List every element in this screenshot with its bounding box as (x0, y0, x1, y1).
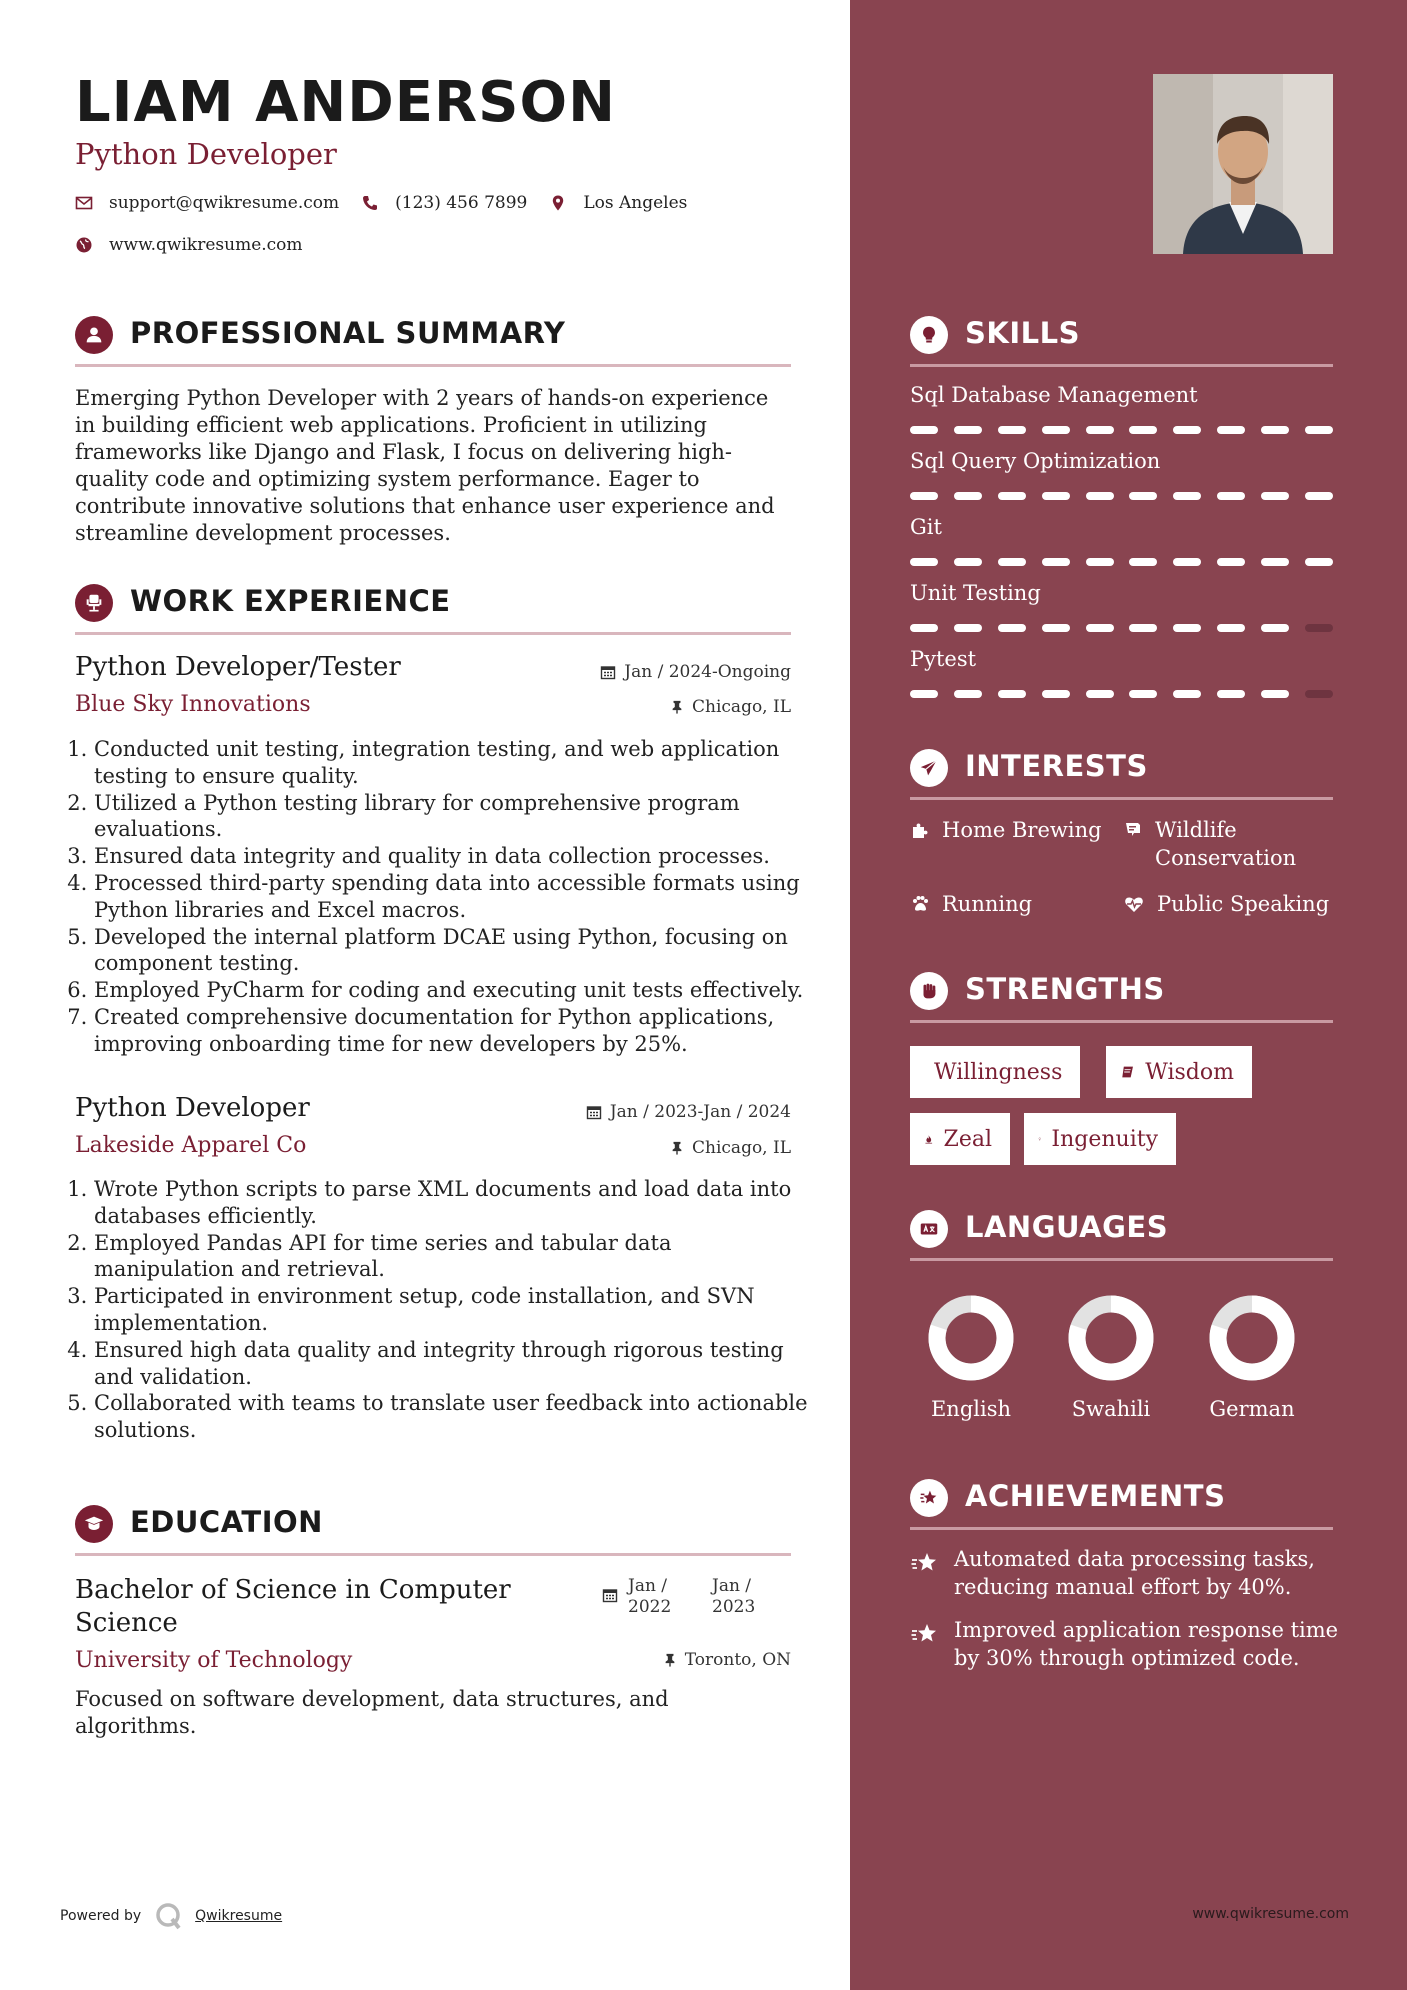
skill-segment (1042, 624, 1070, 632)
qwikresume-logo-icon (155, 1902, 183, 1930)
job-bullets (70, 1176, 814, 1444)
skill-name: Pytest (910, 647, 977, 671)
summary-title: PROFESSIONAL SUMMARY (130, 316, 566, 350)
powered-by: Powered by Qwikresume (60, 1902, 282, 1930)
interests-heading (910, 743, 1333, 800)
language-name: English (930, 1397, 1012, 1421)
job-bullets (70, 736, 814, 1058)
summary-heading (75, 310, 791, 367)
skill-segment (954, 558, 982, 566)
skill-segment (1086, 624, 1114, 632)
star-badge-icon (910, 1479, 948, 1517)
skill-segment (1129, 558, 1157, 566)
fist-icon (910, 972, 948, 1010)
job-location: Chicago, IL (670, 697, 791, 717)
bullet-item: 2. Employed Pandas API for time series and tabular data manipulation and retrieval. (94, 1230, 814, 1284)
map-pin-icon (549, 194, 567, 212)
skill-segment (1086, 558, 1114, 566)
star-icon (910, 1622, 940, 1646)
bullet-item: 4. Processed third-party spending data into accessible formats using Python libraries and Excel macros. (94, 870, 814, 924)
candidate-name: LIAM ANDERSON (75, 70, 616, 135)
footer-url[interactable]: www.qwikresume.com (1192, 1906, 1349, 1922)
skill-name: Sql Database Management (910, 383, 1198, 407)
job-title: Python Developer/Tester (75, 652, 401, 682)
skill-segment (1217, 492, 1245, 500)
skill-segment (1305, 558, 1333, 566)
skill-segment (910, 492, 938, 500)
skill-segment (1261, 426, 1289, 434)
skill-level-bar (910, 624, 1333, 632)
skill-segment (1305, 426, 1333, 434)
job-location: Chicago, IL (670, 1138, 791, 1158)
achievements-title: ACHIEVEMENTS (965, 1479, 1226, 1513)
school-name: University of Technology (75, 1648, 353, 1673)
achievement-item: Improved application response time by 30% through optimized code. (910, 1616, 1340, 1672)
skill-segment (1173, 426, 1201, 434)
bullet-item: 5. Collaborated with teams to translate user feedback into actionable solutions. (94, 1390, 814, 1444)
achievements-heading (910, 1473, 1333, 1530)
skill-segment (1042, 426, 1070, 434)
degree-title: Bachelor of Science in Computer Science (75, 1575, 511, 1638)
skill-segment (1261, 558, 1289, 566)
phone-icon (361, 194, 379, 212)
skill-segment (1173, 624, 1201, 632)
skills-heading (910, 310, 1333, 367)
strength-badge: Ingenuity (1024, 1113, 1176, 1165)
language-level-donut (1068, 1295, 1154, 1381)
user-icon (75, 316, 113, 354)
lightbulb-icon (1038, 1129, 1041, 1149)
education-heading (75, 1499, 791, 1556)
calendar-icon (586, 1104, 602, 1120)
contact-row-1 (75, 193, 709, 213)
website-link[interactable]: www.qwikresume.com (109, 235, 303, 255)
job-dates: Jan / 2023-Jan / 2024 (586, 1102, 791, 1122)
fire-icon (924, 1129, 934, 1149)
skill-segment (998, 426, 1026, 434)
interests-title: INTERESTS (965, 749, 1148, 783)
location-text: Los Angeles (583, 193, 688, 213)
skill-segment (1305, 492, 1333, 500)
heartbeat-icon (1123, 894, 1145, 914)
skill-segment (1042, 558, 1070, 566)
skill-level-bar (910, 492, 1333, 500)
skill-segment (1086, 492, 1114, 500)
office-chair-icon (75, 584, 113, 622)
bullet-item: 7. Created comprehensive documentation for Python applications, improving onboarding time for new developers by 25%. (94, 1004, 814, 1058)
strengths-heading (910, 966, 1333, 1023)
strength-badge: Willingness (910, 1046, 1080, 1098)
strength-badge: Zeal (910, 1113, 1010, 1165)
calendar-icon (602, 1587, 618, 1603)
bullet-item: 2. Utilized a Python testing library for comprehensive program evaluations. (94, 790, 814, 844)
skill-segment (1042, 492, 1070, 500)
skill-segment (1261, 690, 1289, 698)
bullet-item: 1. Conducted unit testing, integration testing, and web application testing to ensure quality. (94, 736, 814, 790)
pushpin-icon (670, 1140, 684, 1156)
skill-segment (1129, 426, 1157, 434)
skills-title: SKILLS (965, 316, 1080, 350)
skill-name: Unit Testing (910, 581, 1041, 605)
edu-description: Focused on software development, data structures, and algorithms. (75, 1687, 669, 1738)
skill-segment (1042, 690, 1070, 698)
edu-location: Toronto, ON (663, 1650, 791, 1670)
skill-segment (1305, 690, 1333, 698)
skill-segment (998, 690, 1026, 698)
skill-segment (1261, 624, 1289, 632)
phone-text[interactable]: (123) 456 7899 (395, 193, 528, 213)
skill-segment (998, 558, 1026, 566)
puzzle-icon (910, 820, 930, 840)
book-reader-icon (1123, 820, 1143, 840)
skill-name: Sql Query Optimization (910, 449, 1161, 473)
contact-row-2 (75, 235, 325, 255)
skill-segment (1086, 690, 1114, 698)
book-icon (1120, 1062, 1135, 1082)
interest-item: Home Brewing (910, 816, 1102, 844)
bullet-item: 3. Ensured data integrity and quality in data collection processes. (94, 843, 814, 870)
skill-segment (910, 624, 938, 632)
paper-plane-icon (910, 749, 948, 787)
skill-segment (1173, 558, 1201, 566)
lightbulb-icon (910, 316, 948, 354)
interest-item: Public Speaking (1123, 890, 1329, 918)
candidate-role: Python Developer (75, 137, 337, 171)
skill-segment (998, 624, 1026, 632)
job-company: Blue Sky Innovations (75, 692, 311, 717)
skill-segment (1217, 690, 1245, 698)
skill-level-bar (910, 558, 1333, 566)
email-text[interactable]: support@qwikresume.com (109, 193, 340, 213)
interest-item: Wildlife Conservation (1123, 816, 1323, 872)
job-dates: Jan / 2024-Ongoing (600, 662, 791, 682)
strength-badge: Wisdom (1106, 1046, 1252, 1098)
skill-segment (954, 426, 982, 434)
skill-segment (954, 624, 982, 632)
language-name: German (1209, 1397, 1295, 1421)
edu-end-date: Jan / 2023 (712, 1576, 756, 1617)
skill-segment (1129, 690, 1157, 698)
skill-segment (910, 426, 938, 434)
education-title: EDUCATION (130, 1505, 323, 1539)
skill-segment (910, 558, 938, 566)
skill-segment (1217, 558, 1245, 566)
languages-title: LANGUAGES (965, 1210, 1169, 1244)
bullet-item: 5. Developed the internal platform DCAE using Python, focusing on component testing. (94, 924, 814, 978)
language-name: Swahili (1071, 1397, 1151, 1421)
globe-icon (75, 236, 93, 254)
skill-segment (1173, 492, 1201, 500)
edu-start-date: Jan / 2022 (628, 1576, 672, 1617)
envelope-icon (75, 194, 93, 212)
job-company: Lakeside Apparel Co (75, 1133, 307, 1158)
skill-segment (1305, 624, 1333, 632)
experience-title: WORK EXPERIENCE (130, 584, 451, 618)
experience-heading (75, 578, 791, 635)
skill-segment (1217, 624, 1245, 632)
translate-icon (910, 1210, 948, 1248)
bullet-item: 4. Ensured high data quality and integrity through rigorous testing and validation. (94, 1337, 814, 1391)
language-level-donut (1209, 1295, 1295, 1381)
job-title: Python Developer (75, 1093, 310, 1123)
pushpin-icon (670, 699, 684, 715)
skill-segment (1261, 492, 1289, 500)
skill-segment (954, 690, 982, 698)
pushpin-icon (663, 1652, 677, 1668)
skill-segment (954, 492, 982, 500)
skill-segment (1217, 426, 1245, 434)
calendar-icon (600, 664, 616, 680)
graduation-icon (75, 1505, 113, 1543)
bullet-item: 6. Employed PyCharm for coding and executing unit tests effectively. (94, 977, 814, 1004)
languages-heading (910, 1204, 1333, 1261)
skill-level-bar (910, 426, 1333, 434)
profile-photo (1153, 74, 1333, 254)
skill-segment (1086, 426, 1114, 434)
skill-segment (1173, 690, 1201, 698)
achievement-item: Automated data processing tasks, reducing manual effort by 40%. (910, 1545, 1340, 1601)
skill-level-bar (910, 690, 1333, 698)
language-level-donut (928, 1295, 1014, 1381)
bullet-item: 3. Participated in environment setup, code installation, and SVN implementation. (94, 1283, 814, 1337)
skill-name: Git (910, 515, 942, 539)
paw-icon (910, 894, 930, 914)
skill-segment (1129, 492, 1157, 500)
bullet-item: 1. Wrote Python scripts to parse XML documents and load data into databases efficiently. (94, 1176, 814, 1230)
qwikresume-link[interactable]: Qwikresume (195, 1908, 283, 1924)
interest-item: Running (910, 890, 1032, 918)
strengths-title: STRENGTHS (965, 972, 1165, 1006)
star-icon (910, 1551, 940, 1575)
skill-segment (998, 492, 1026, 500)
skill-segment (910, 690, 938, 698)
summary-text: Emerging Python Developer with 2 years of hands-on experience in building efficient web applications. Proficient in utilizing frameworks like Django and Flask, I focus on delivering high-quality code and optimizing system performance. Eager to contribute innovative solutions that enhance user experience and streamline development processes. (75, 386, 775, 545)
skill-segment (1129, 624, 1157, 632)
